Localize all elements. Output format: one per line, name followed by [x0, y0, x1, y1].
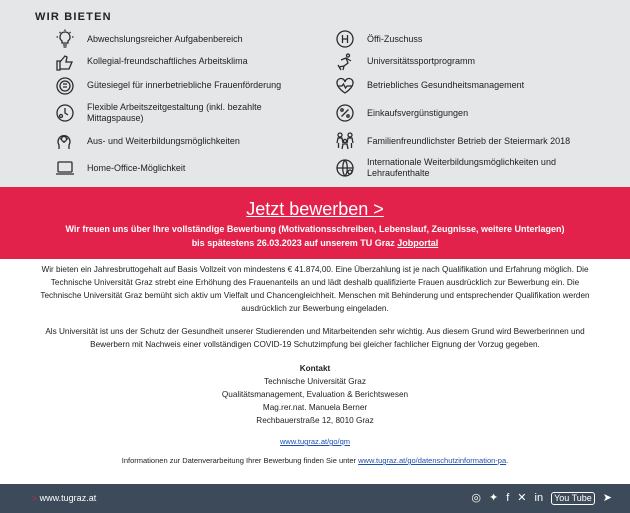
family-icon [333, 130, 357, 152]
benefit-item [53, 28, 343, 50]
xing-icon[interactable]: ✕ [517, 492, 527, 504]
benefit-label: Einkaufsvergünstigungen [367, 107, 469, 118]
covid-paragraph: Als Universität ist uns der Schutz der Gesundheit unserer Studierenden und Mitarbeitenden sehr wichtig. Aus diesem Grund wird Bewerberinnen und Bewerbern mit Nachweis einer vollständigen COVID-19 Schutzimpfung bei gleicher fachlicher Eignung der Vorzug gegeben. [45, 327, 585, 349]
benefit-item [53, 98, 343, 128]
contact-department: Qualitätsmanagement, Evaluation & Berichtswesen [221, 390, 409, 399]
benefits-right-column [333, 28, 623, 182]
benefit-label: Abwechslungsreicher Aufgabenbereich [87, 33, 243, 44]
jobportal-link[interactable]: Jobportal [397, 238, 439, 248]
salary-paragraph: Wir bieten ein Jahresbruttogehalt auf Basis Vollzeit von mindestens € 41.874,00. Eine Überzahlung ist je nach Qualifikation und Erfahrung möglich. Die Technische Universität Graz strebt eine Erhöhung des Frauenanteils an und lädt deshalb qualifizierte Frauen ausdrücklich zur Bewerbung ein. Die Technische Universität Graz bemüht sich aktiv um Vielfalt und Chancengleichheit. Menschen mit Behinderung und entsprechender Qualifikation werden ausdrücklich zur Bewerbung eingeladen. [40, 265, 590, 313]
benefit-item [53, 128, 343, 154]
apply-line-2 [0, 236, 630, 250]
privacy-link[interactable]: www.tugraz.at/go/datenschutzinformation-pa [358, 456, 507, 465]
benefits-left-column [53, 28, 343, 182]
privacy-text: Informationen zur Datenverarbeitung Ihrer Bewerbung finden Sie unter [121, 456, 359, 465]
clock-person-icon [53, 102, 77, 124]
footer-site-label: www.tugraz.at [39, 493, 97, 503]
apply-line-1: Wir freuen uns über Ihre vollständige Bewerbung (Motivationsschreiben, Lebenslauf, Zeugnisse, weitere Unterlagen) [65, 224, 565, 234]
linkedin-icon[interactable]: in [534, 492, 544, 504]
sports-icon [333, 51, 357, 73]
privacy-notice [0, 456, 630, 465]
instagram-icon[interactable]: ◎ [471, 492, 481, 504]
facebook-icon[interactable]: f [506, 492, 510, 504]
benefit-item [333, 98, 623, 128]
quality-seal-icon [53, 75, 77, 97]
gear-head-icon [53, 130, 77, 152]
benefit-label: Home-Office-Möglichkeit [87, 162, 186, 173]
benefit-label: Kollegial-freundschaftliches Arbeitsklima [87, 56, 248, 66]
benefits-panel [0, 0, 630, 187]
thumbs-up-icon [53, 51, 77, 73]
contact-organization: Technische Universität Graz [264, 377, 366, 386]
benefit-label: Öffi-Zuschuss [367, 33, 423, 44]
heart-health-icon [333, 75, 357, 97]
youtube-icon[interactable]: You Tube [551, 492, 595, 505]
benefit-item [333, 154, 623, 182]
department-web-link[interactable]: www.tugraz.at/go/qm [279, 437, 351, 446]
apply-deadline-text: bis spätestens 26.03.2023 auf unserem TU Graz [191, 238, 398, 248]
contact-person: Mag.rer.nat. Manuela Berner [262, 403, 368, 412]
arrow-right-icon: > [32, 494, 37, 503]
social-links [471, 491, 612, 505]
benefit-label: Flexible Arbeitszeitgestaltung (inkl. bezahlte Mittagspause) [87, 102, 262, 123]
benefit-label: Aus- und Weiterbildungsmöglichkeiten [87, 135, 240, 146]
benefit-item [53, 154, 343, 182]
benefit-label: Gütesiegel für innerbetriebliche Frauenförderung [87, 80, 282, 90]
contact-block [0, 362, 630, 427]
benefit-label: Betriebliches Gesundheitsmanagement [367, 80, 525, 90]
apply-instructions [0, 222, 630, 250]
job-details [0, 259, 630, 465]
benefit-label: Internationale Weiterbildungsmöglichkeiten und Lehraufenthalte [367, 157, 556, 178]
percent-discount-icon [333, 102, 357, 124]
privacy-suffix: . [506, 456, 509, 465]
benefit-item [53, 73, 343, 98]
globe-people-icon [333, 157, 357, 179]
twitter-icon[interactable]: ✦ [489, 492, 499, 504]
benefit-item [333, 28, 623, 50]
telegram-icon[interactable]: ➤ [602, 492, 612, 504]
benefit-item [333, 50, 623, 73]
contact-address: Rechbauerstraße 12, 8010 Graz [256, 416, 374, 425]
web-link-row [0, 437, 630, 446]
benefit-item [53, 50, 343, 73]
benefits-title: WIR BIETEN [35, 11, 112, 23]
footer-site-link[interactable] [32, 493, 96, 503]
apply-banner [0, 187, 630, 259]
footer [0, 484, 630, 513]
public-transport-icon [333, 28, 357, 50]
apply-now-link[interactable]: Jetzt bewerben > [246, 199, 384, 219]
benefit-item [333, 128, 623, 154]
benefit-label: Familienfreundlichster Betrieb der Steiermark 2018 [367, 135, 571, 146]
laptop-icon [53, 157, 77, 179]
benefit-item [333, 73, 623, 98]
lightbulb-icon [53, 28, 77, 50]
benefit-label: Universitätssportprogramm [367, 56, 476, 66]
contact-title: Kontakt [299, 364, 331, 373]
